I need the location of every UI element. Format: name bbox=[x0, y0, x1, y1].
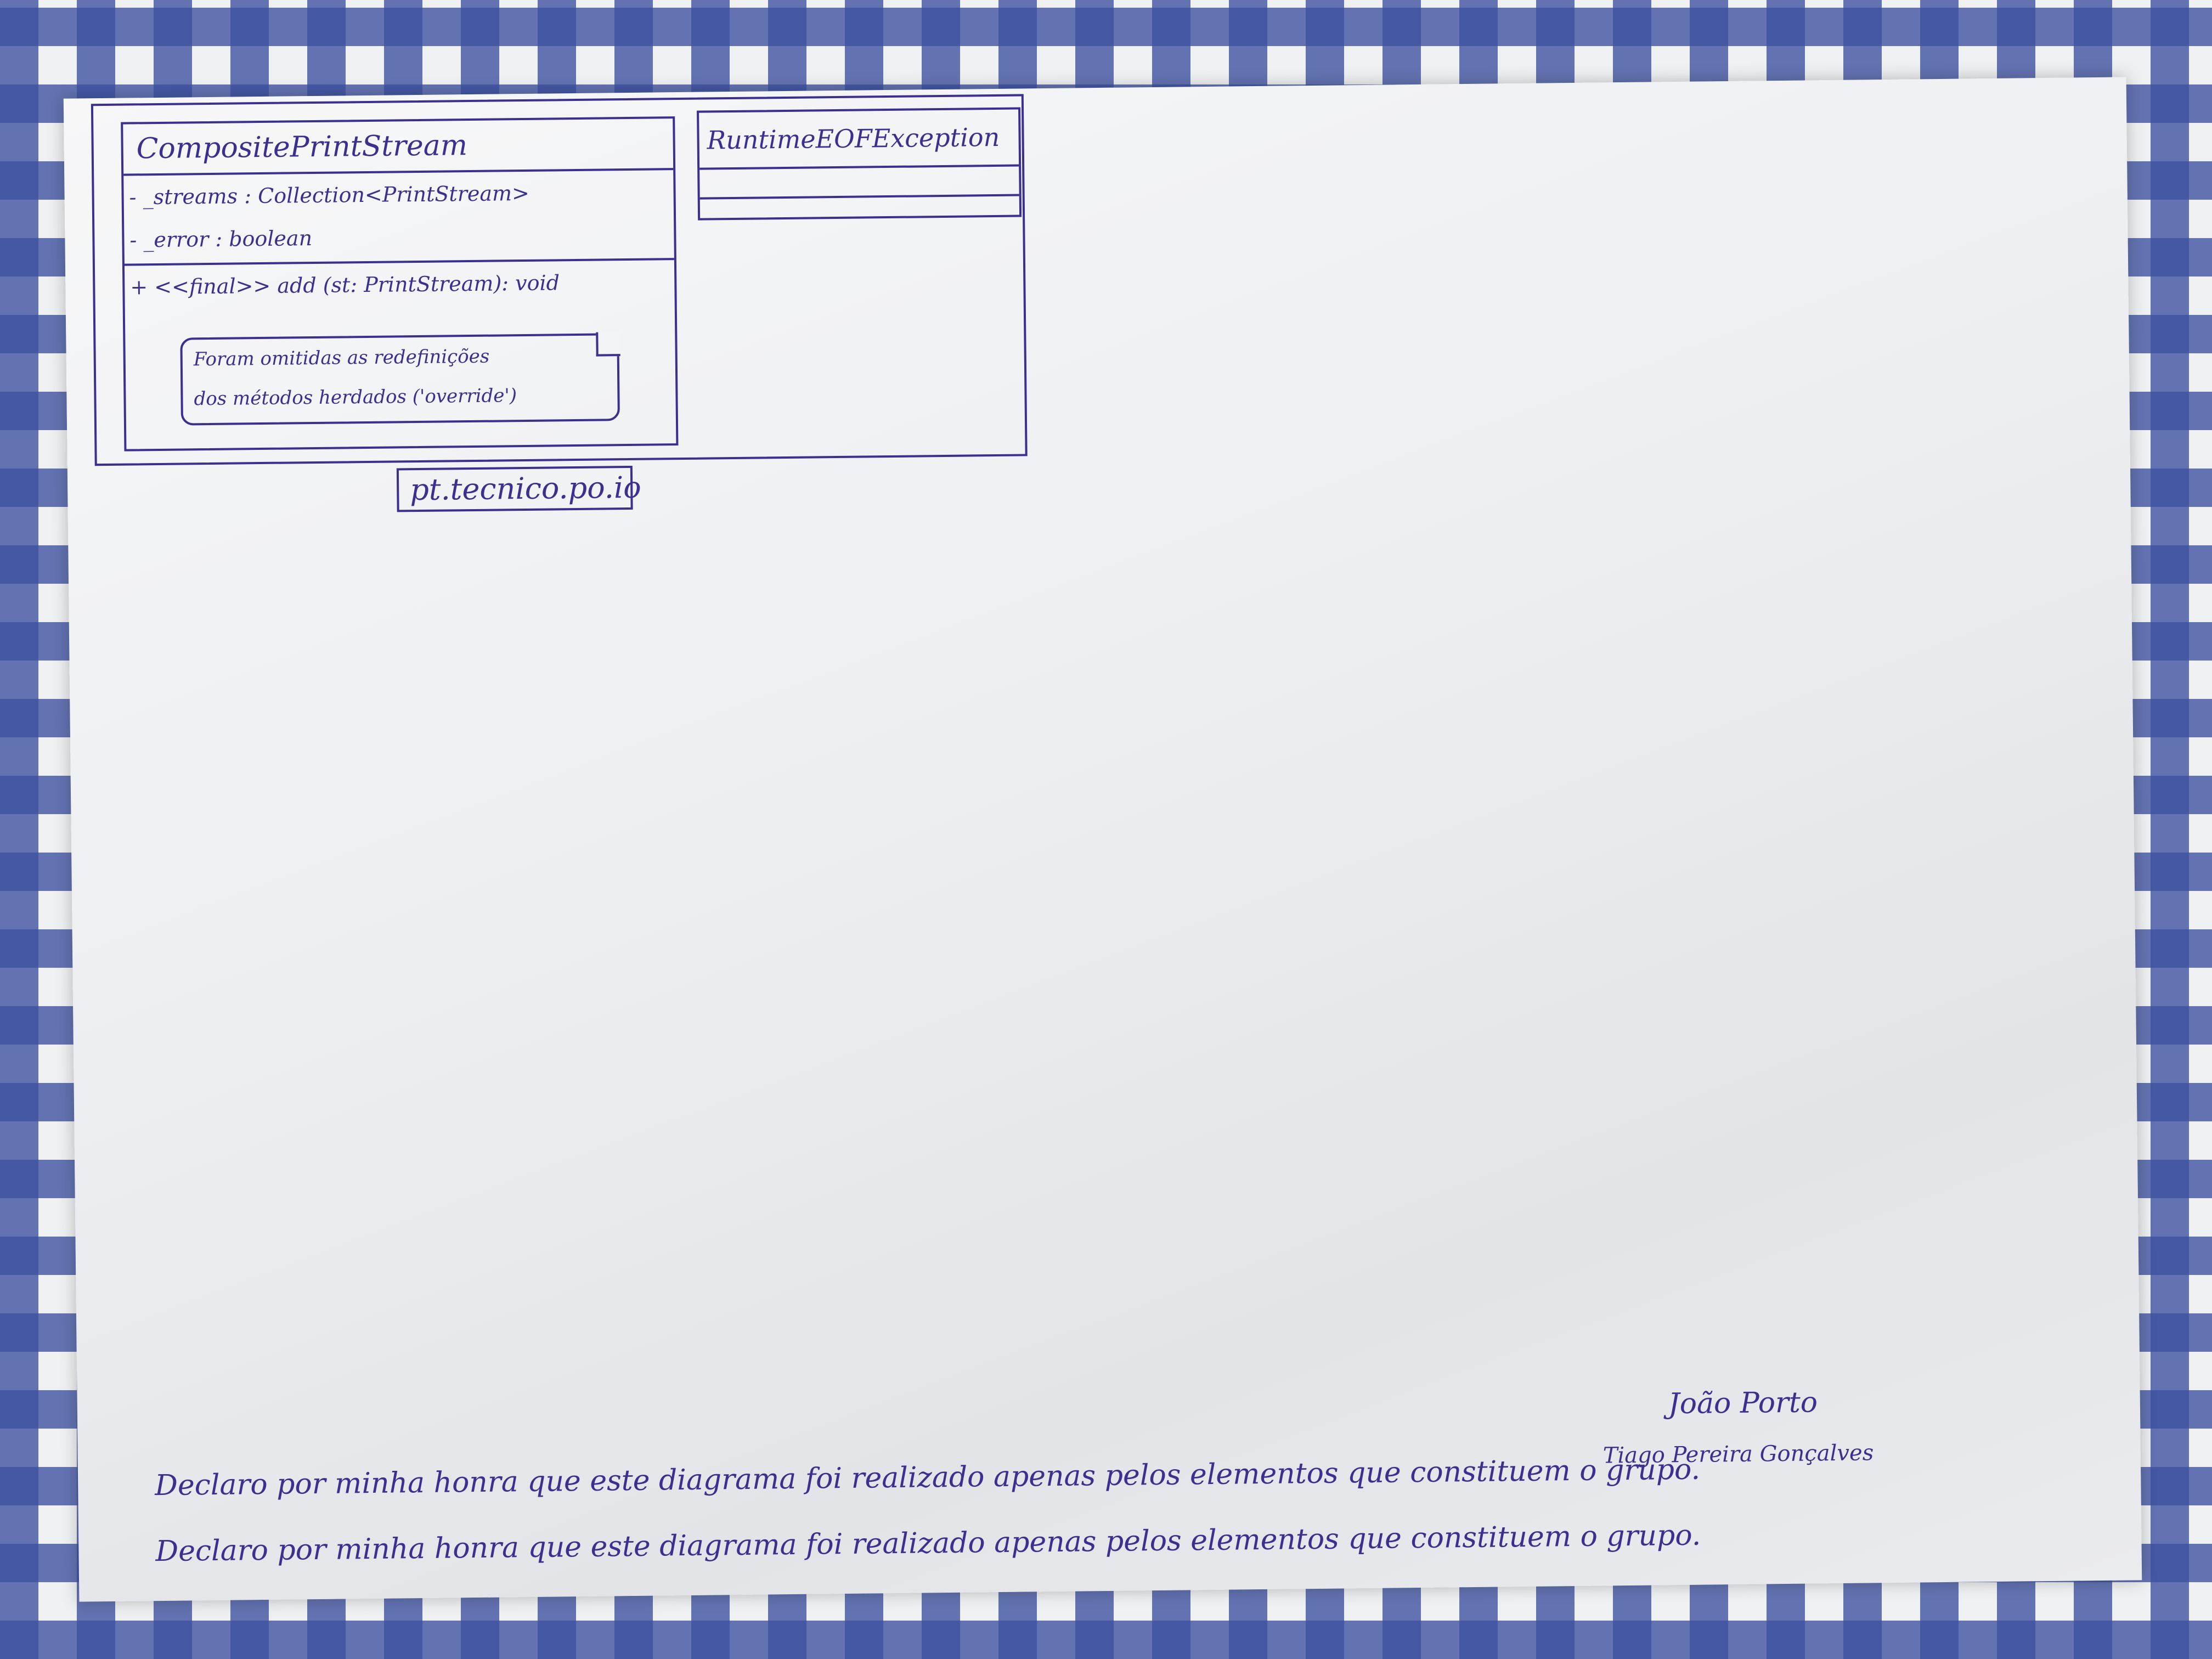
paper-sheet bbox=[64, 77, 2142, 1601]
class-runtime-eof-exception bbox=[697, 107, 1022, 220]
declaration-line-1: Declaro por minha honra que este diagrama foi realizado apenas pelos elementos que constituem o grupo. bbox=[154, 1453, 1701, 1503]
signature-1: João Porto bbox=[1668, 1386, 1818, 1421]
note-line-1: Foram omitidas as redefinições bbox=[193, 345, 490, 371]
operation-add: + <<final>> add (st: PrintStream): void bbox=[130, 270, 560, 300]
uml-note bbox=[180, 333, 620, 425]
declaration-line-2: Declaro por minha honra que este diagrama foi realizado apenas pelos elementos que constituem o grupo. bbox=[155, 1519, 1701, 1568]
class-operations bbox=[125, 260, 675, 308]
class-attributes-empty bbox=[699, 167, 1019, 200]
class-composite-print-stream bbox=[121, 116, 678, 452]
attribute-streams: - _streams : Collection<PrintStream> bbox=[129, 180, 530, 210]
package-frame bbox=[91, 94, 1028, 466]
class-name: CompositePrintStream bbox=[123, 119, 673, 176]
package-label: pt.tecnico.po.io bbox=[397, 466, 633, 512]
class-attributes bbox=[123, 170, 674, 266]
class-name: RuntimeEOFException bbox=[699, 110, 1019, 170]
signature-2: Tiago Pereira Gonçalves bbox=[1602, 1440, 1874, 1469]
attribute-error: - _error : boolean bbox=[129, 226, 313, 252]
note-line-2: dos métodos herdados ('override') bbox=[194, 385, 517, 410]
